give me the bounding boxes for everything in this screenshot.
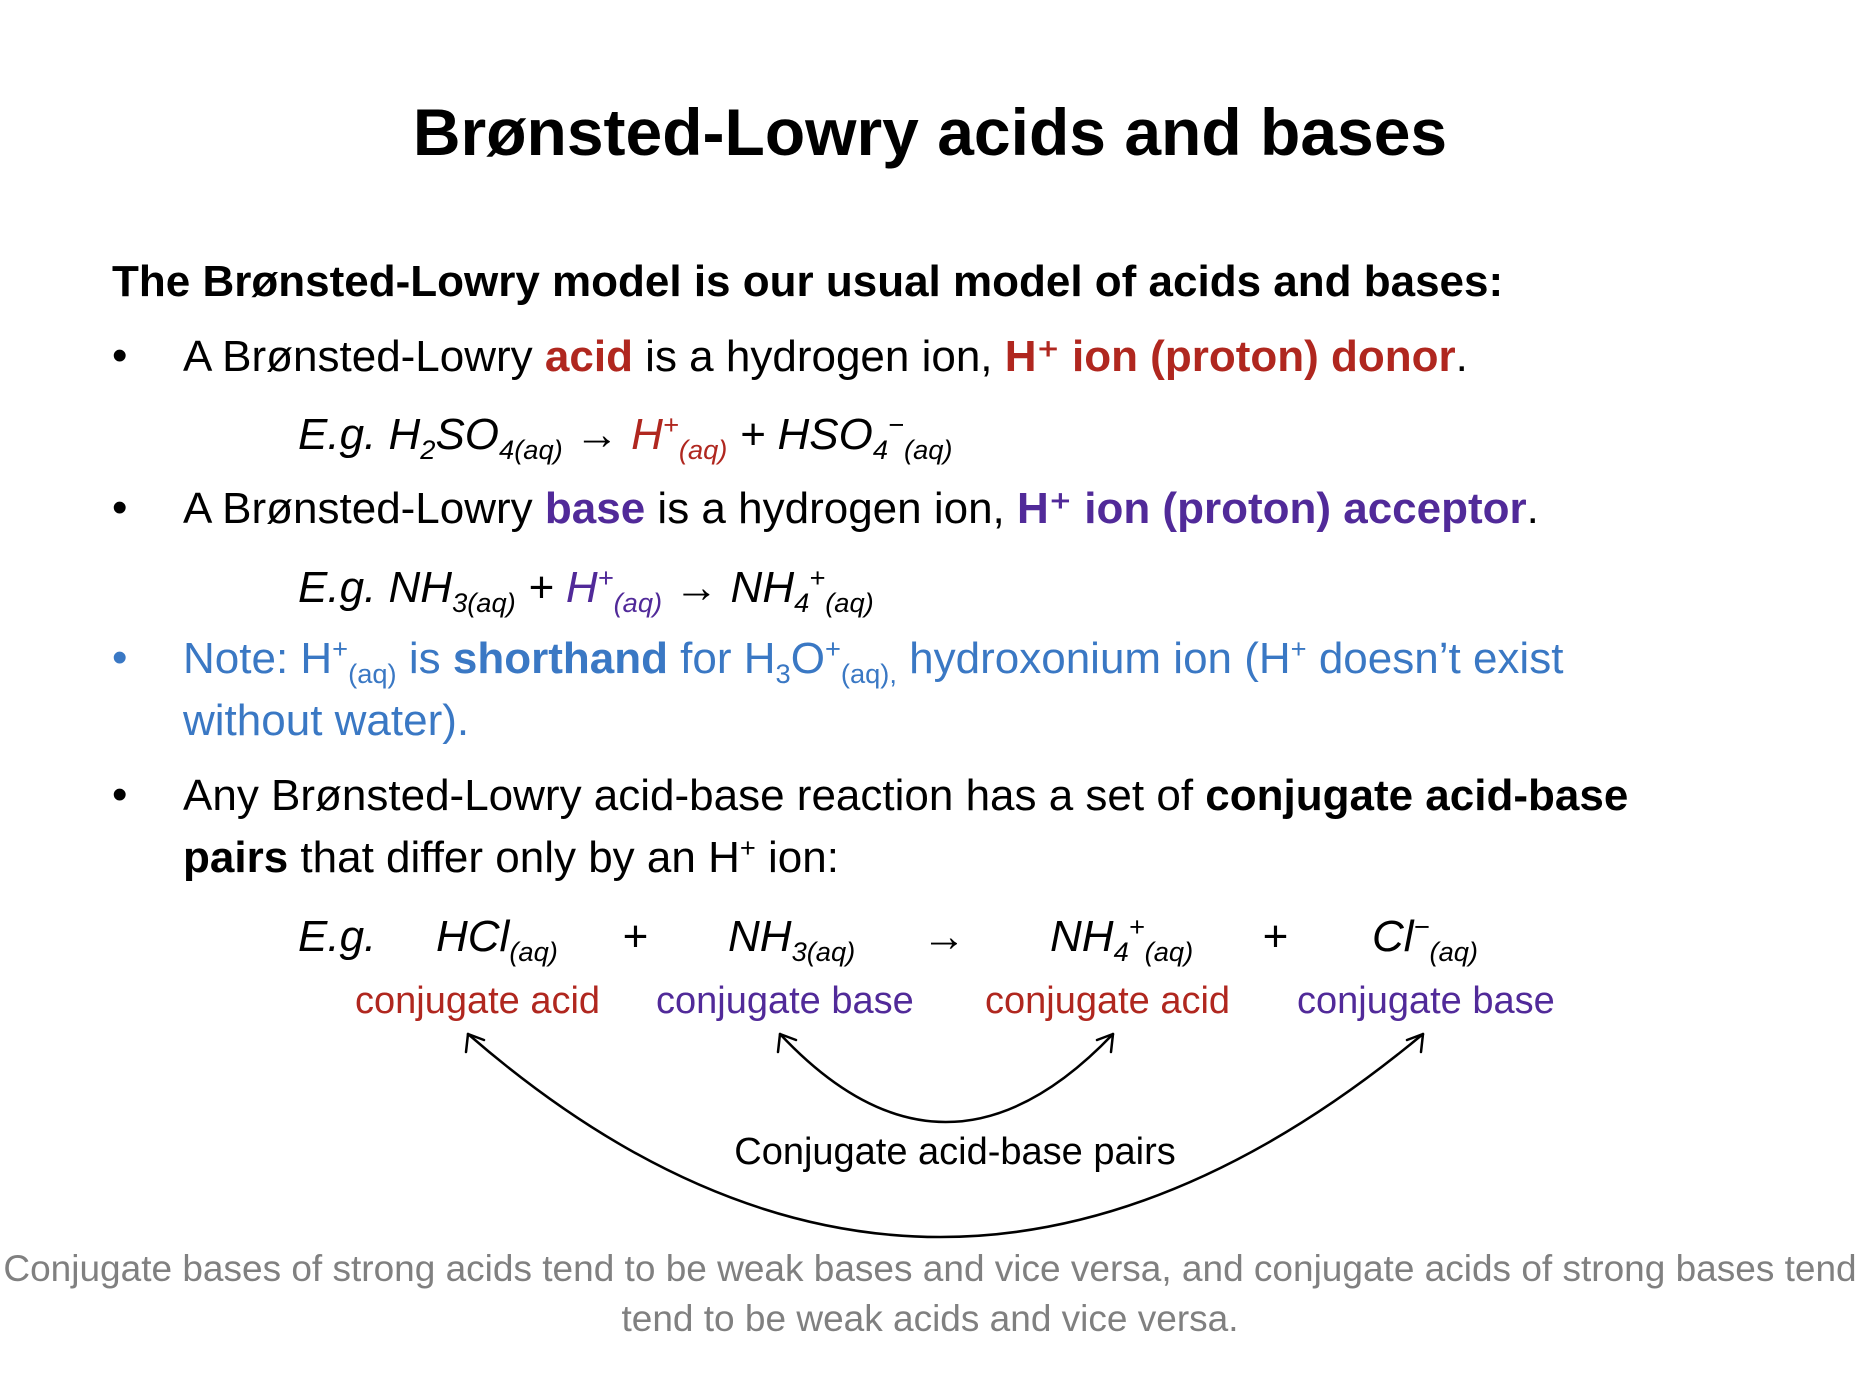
bullet-marker: •	[112, 770, 128, 819]
base-def-highlight: H⁺ ion (proton) acceptor	[1017, 484, 1527, 533]
role-label-hcl: conjugate acid	[355, 980, 601, 1022]
reactant-nh3: $NH_{3(aq)}$	[728, 912, 856, 967]
bullet-marker: •	[112, 483, 128, 532]
acid-example-equation: E.g. $H_2SO_{4(aq)} \to H^+_{(aq)} + HSO_4^-_{(aq)}$	[298, 409, 953, 465]
arc-inner	[780, 1034, 1113, 1122]
role-label-nh3: conjugate base	[656, 980, 914, 1022]
base-example-equation: E.g. $NH_{3(aq)} + H^+_{(aq)} \to NH_4^+_{(aq)}$	[298, 562, 874, 618]
footer-note: Conjugate bases of strong acids tend to be weak bases and vice versa, and conjugate acids of strong bases tend tend to be weak acids and vice versa.	[3, 1248, 1857, 1339]
conjugate-pairs-label: Conjugate acid-base pairs	[734, 1131, 1176, 1173]
acid-definition: A Brønsted-Lowry acid is a hydrogen ion, H⁺ ion (proton) donor.	[183, 332, 1468, 381]
note-line-1: Note: $H^+_{(aq)}$ is shorthand for $H_3O^+_{(aq),}$ hydroxonium ion (H+ doesn’t exist	[183, 633, 1564, 689]
hydrogen-ion-product: $H^+_{(aq)}$	[631, 409, 728, 465]
note-line-2: without water).	[183, 696, 470, 745]
pairs-line-1: Any Brønsted-Lowry acid-base reaction has a set of conjugate acid-base	[183, 771, 1629, 820]
hydrogen-ion-reactant: $H^+_{(aq)}$	[565, 562, 663, 618]
acid-term: acid	[544, 332, 633, 381]
role-label-nh4: conjugate acid	[985, 980, 1231, 1022]
acid-def-highlight: H⁺ ion (proton) donor	[1004, 332, 1456, 381]
role-label-cl: conjugate base	[1297, 980, 1555, 1022]
reaction-eg-label: E.g.	[298, 912, 377, 961]
reaction-arrow: →	[922, 912, 966, 961]
arrowhead-outer-left	[466, 1034, 484, 1052]
product-cl: $Cl^-_{(aq)}$	[1372, 911, 1478, 967]
plus-sign: +	[622, 912, 648, 961]
bullet-marker: •	[112, 331, 128, 380]
base-term: base	[544, 484, 646, 533]
intro-heading: The Brønsted-Lowry model is our usual model of acids and bases:	[112, 257, 1504, 306]
pairs-line-2: pairs that differ only by an H+ ion:	[183, 832, 839, 882]
reactant-hcl: HCl$_{(aq)}$	[436, 912, 558, 967]
shorthand-term: shorthand	[452, 634, 668, 683]
plus-sign: +	[1262, 912, 1288, 961]
base-definition: A Brønsted-Lowry base is a hydrogen ion, H⁺ ion (proton) acceptor.	[183, 484, 1539, 533]
page-title: Brønsted-Lowry acids and bases	[412, 95, 1448, 169]
product-nh4: $NH_4^+_{(aq)}$	[1050, 911, 1194, 967]
bullet-marker: •	[112, 633, 128, 682]
